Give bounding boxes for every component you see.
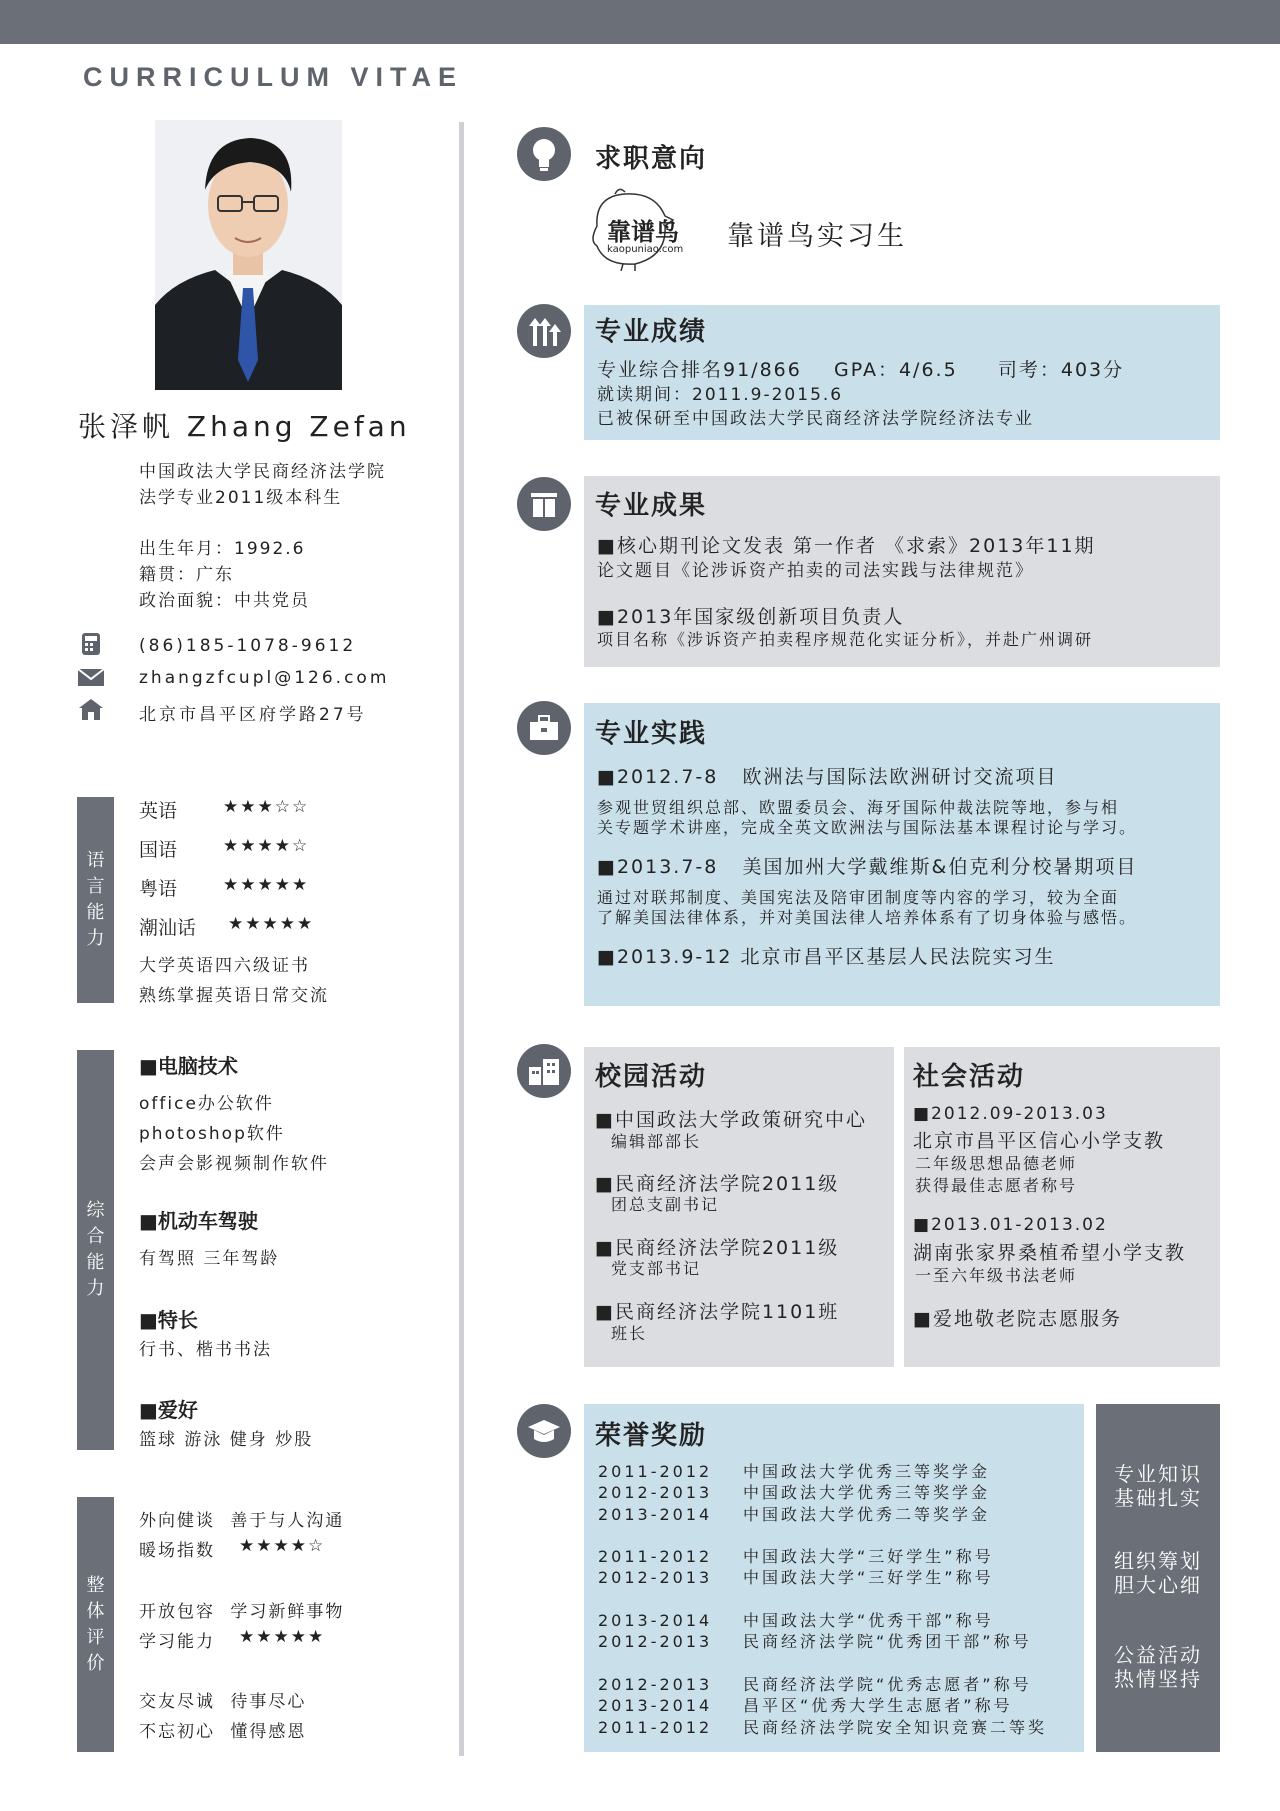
column-divider (459, 122, 464, 1756)
email-address: zhangzfcupl@126.com (139, 668, 390, 688)
briefcase-icon (517, 701, 571, 755)
honor-row: 2011-2012 中国政法大学“三好学生”称号 (598, 1547, 994, 1566)
campus-heading: 校园活动 (595, 1062, 708, 1092)
logo-text: 靠谱鸟 (607, 218, 679, 246)
campus-role: 团总支副书记 (611, 1195, 720, 1214)
social-title: 湖南张家界桑植希望小学支教 (913, 1242, 1187, 1264)
honor-row: 2012-2013 中国政法大学“三好学生”称号 (598, 1568, 994, 1587)
honor-row: 2012-2013 民商经济法学院“优秀志愿者”称号 (598, 1675, 1032, 1694)
language-chaoshan: 潮汕话 (139, 917, 197, 939)
social-detail: 二年级思想品德老师 (915, 1154, 1078, 1173)
practice-detail: 参观世贸组织总部、欧盟委员会、海牙国际仲裁法院等地，参与相 (597, 798, 1120, 817)
language-english: 英语 (139, 800, 178, 822)
profile-photo (155, 120, 342, 390)
evaluation-line: 不忘初心 懂得感恩 (139, 1722, 307, 1742)
honors-heading: 荣誉奖励 (595, 1421, 708, 1451)
political-status: 政治面貌：中共党员 (139, 591, 310, 611)
campus-item: ■民商经济法学院2011级 (595, 1237, 840, 1259)
evaluation-tag: 整体评价 (77, 1497, 114, 1752)
evaluation-line: 外向健谈 善于与人沟通 (139, 1511, 345, 1531)
computer-skill: office办公软件 (139, 1094, 274, 1114)
target-position: 靠谱鸟实习生 (727, 221, 907, 252)
major-line: 法学专业2011级本科生 (139, 488, 343, 508)
practice-item: ■2013.7-8 美国加州大学戴维斯&伯克利分校暑期项目 (597, 856, 1138, 878)
honor-row: 2011-2012 中国政法大学优秀三等奖学金 (598, 1462, 991, 1481)
social-title: ■爱地敬老院志愿服务 (913, 1308, 1122, 1330)
honor-row: 2013-2014 中国政法大学优秀二等奖学金 (598, 1505, 991, 1524)
logo-url: kaopuniao.com (607, 244, 684, 255)
study-period: 就读期间：2011.9-2015.6 (597, 385, 844, 405)
hobby-heading: ■爱好 (139, 1398, 198, 1422)
growth-arrows-icon (517, 304, 571, 358)
hobby-detail: 篮球 游泳 健身 炒股 (139, 1430, 314, 1450)
campus-item: ■民商经济法学院1101班 (595, 1301, 840, 1323)
language-cantonese: 粤语 (139, 878, 178, 900)
rating-chaoshan: ★★★★★ (228, 914, 315, 934)
driving-detail: 有驾照 三年驾龄 (139, 1249, 280, 1269)
language-mandarin: 国语 (139, 839, 178, 861)
practice-item: ■2013.9-12 北京市昌平区基层人民法院实习生 (597, 946, 1056, 968)
honor-row: 2011-2012 民商经济法学院安全知识竞赛二等奖 (598, 1718, 1048, 1737)
social-title: 北京市昌平区信心小学支教 (913, 1130, 1166, 1152)
social-heading: 社会活动 (913, 1062, 1026, 1092)
talent-detail: 行书、楷书书法 (139, 1340, 272, 1360)
grades-ranking: 专业综合排名91/866 GPA：4/6.5 司考：403分 (597, 359, 1125, 381)
practice-detail: 了解美国法律体系，并对美国法律人培养体系有了切身体验与感悟。 (597, 908, 1138, 927)
hometown: 籍贯：广东 (139, 565, 234, 585)
social-detail: 一至六年级书法老师 (915, 1266, 1078, 1285)
graduate-admission: 已被保研至中国政法大学民商经济法学院经济法专业 (597, 409, 1034, 429)
talent-heading: ■特长 (139, 1308, 198, 1332)
achievement-detail: 论文题目《论涉诉资产拍卖的司法实践与法律规范》 (597, 561, 1034, 581)
home-icon (77, 697, 105, 721)
page-title: CURRICULUM VITAE (83, 62, 463, 92)
person-name: 张泽帆 Zhang Zefan (78, 410, 411, 443)
achievement-title: ■2013年国家级创新项目负责人 (597, 606, 905, 628)
phone-number: (86)185-1078-9612 (139, 636, 357, 656)
practice-item: ■2012.7-8 欧洲法与国际法欧洲研讨交流项目 (597, 766, 1058, 788)
practice-detail: 关专题学术讲座，完成全英文欧洲法与国际法基本课程讨论与学习。 (597, 818, 1138, 837)
evaluation-rating: ★★★★☆ (239, 1536, 326, 1556)
evaluation-rating: ★★★★★ (239, 1627, 326, 1647)
honor-row: 2012-2013 民商经济法学院“优秀团干部”称号 (598, 1632, 1032, 1651)
school-line: 中国政法大学民商经济法学院 (139, 462, 386, 482)
computer-skill: photoshop软件 (139, 1124, 285, 1144)
campus-role: 编辑部部长 (611, 1132, 702, 1151)
language-tag: 语言能力 (77, 797, 114, 1003)
driving-heading: ■机动车驾驶 (139, 1209, 258, 1233)
language-note: 熟练掌握英语日常交流 (139, 986, 329, 1006)
evaluation-line: 交友尽诚 待事尽心 (139, 1692, 307, 1712)
honor-row: 2013-2014 昌平区“优秀大学生志愿者”称号 (598, 1696, 1013, 1715)
campus-role: 党支部书记 (611, 1259, 702, 1278)
book-icon (517, 477, 571, 531)
computer-heading: ■电脑技术 (139, 1054, 238, 1078)
rating-english: ★★★☆☆ (223, 797, 310, 817)
campus-item: ■民商经济法学院2011级 (595, 1173, 840, 1195)
skills-tag: 综合能力 (77, 1050, 114, 1450)
top-bar (0, 0, 1280, 44)
evaluation-line: 开放包容 学习新鲜事物 (139, 1602, 345, 1622)
campus-item: ■中国政法大学政策研究中心 (595, 1109, 867, 1131)
social-date: ■2013.01-2013.02 (913, 1215, 1108, 1235)
social-detail: 获得最佳志愿者称号 (915, 1176, 1078, 1195)
summary-trait: 专业知识 基础扎实 (1114, 1462, 1202, 1510)
campus-role: 班长 (611, 1324, 648, 1343)
grades-heading: 专业成绩 (595, 317, 708, 347)
achievement-detail: 项目名称《涉诉资产拍卖程序规范化实证分析》，并赴广州调研 (597, 630, 1094, 649)
rating-mandarin: ★★★★☆ (223, 836, 310, 856)
objective-heading: 求职意向 (595, 144, 708, 174)
language-cert: 大学英语四六级证书 (139, 956, 310, 976)
honor-row: 2012-2013 中国政法大学优秀三等奖学金 (598, 1483, 991, 1502)
achievements-heading: 专业成果 (595, 491, 708, 521)
lightbulb-icon (517, 127, 571, 181)
honor-row: 2013-2014 中国政法大学“优秀干部”称号 (598, 1611, 994, 1630)
home-address: 北京市昌平区府学路27号 (139, 705, 367, 725)
evaluation-label: 暖场指数 (139, 1541, 215, 1561)
summary-trait: 组织筹划 胆大心细 (1114, 1549, 1202, 1597)
building-icon (517, 1044, 571, 1098)
computer-skill: 会声会影视频制作软件 (139, 1154, 329, 1174)
social-date: ■2012.09-2013.03 (913, 1104, 1108, 1124)
practice-detail: 通过对联邦制度、美国宪法及陪审团制度等内容的学习，较为全面 (597, 888, 1120, 907)
summary-trait: 公益活动 热情坚持 (1114, 1643, 1202, 1691)
mail-icon (77, 665, 105, 689)
graduation-cap-icon (517, 1404, 571, 1458)
evaluation-label: 学习能力 (139, 1632, 215, 1652)
phone-icon (77, 632, 105, 656)
achievement-title: ■核心期刊论文发表 第一作者 《求索》2013年11期 (597, 535, 1096, 557)
practice-heading: 专业实践 (595, 719, 708, 749)
birth-date: 出生年月：1992.6 (139, 539, 306, 559)
rating-cantonese: ★★★★★ (223, 875, 310, 895)
